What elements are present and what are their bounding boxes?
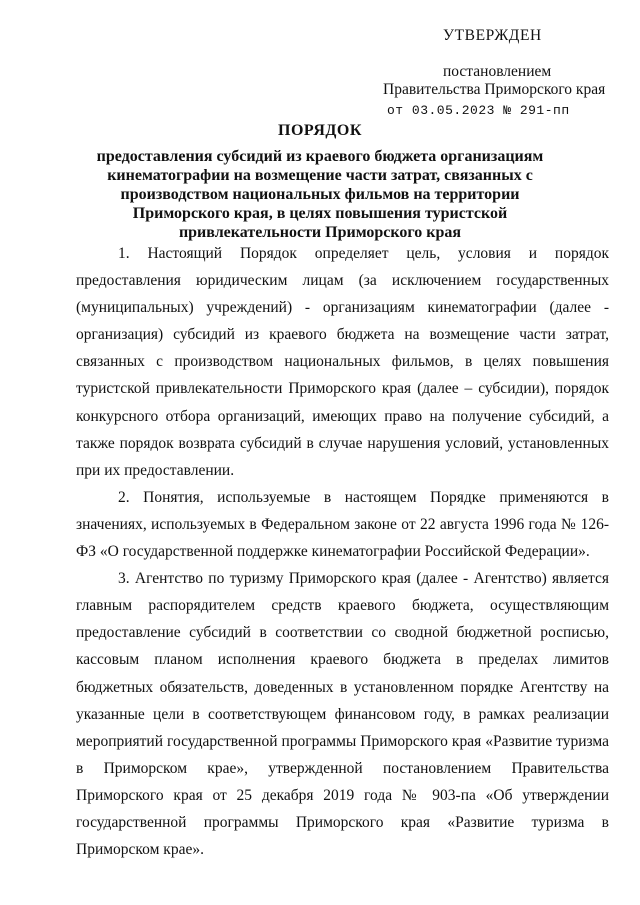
government-label: Правительства Приморского края: [383, 81, 606, 98]
document-title: [90, 121, 550, 242]
paragraph-3: 3. Агентство по туризму Приморского края (далее - Агентство) является главным распорядителем средств краевого бюджета, осуществляющим предоставление субсидий в соответствии со сводной бюджетной росписью, кассовым планом исполнения краевого бюджета в пределах лимитов бюджетных обязательств, доведенных в установленном порядке Агентству на указанные цели в соответствующем финансовом году, в рамках реализации мероприятий государственной программы Приморского края «Развитие туризма в Приморском крае», утвержденной постановлением Правительства Приморского края от 25 декабря 2019 года № 903-па «Об утверждении государственной программы Приморского края «Развитие туризма в Приморском крае».: [76, 570, 609, 859]
document-body: [76, 240, 609, 863]
approved-by-label: постановлением: [443, 63, 552, 80]
title-subtitle: предоставления субсидий из краевого бюджета организациям кинематографии на возмещение части затрат, связанных с производством национальных фильмов на территории Приморского края, в целях повышения туристской привлекательности Приморского края: [96, 148, 544, 241]
title-main: ПОРЯДОК: [278, 122, 362, 139]
approved-label: УТВЕРЖДЕН: [443, 27, 542, 44]
paragraph-2: 2. Понятия, используемые в настоящем Порядке применяются в значениях, используемых в Федеральном законе от 22 августа 1996 года № 126-ФЗ «О государственной поддержке кинематографии Российской Федерации».: [76, 488, 609, 561]
resolution-date-number: от 03.05.2023 № 291-пп: [387, 103, 570, 118]
paragraph-1: 1. Настоящий Порядок определяет цель, условия и порядок предоставления юридическим лицам (за исключением государственных (муниципальных) учреждений) - организациям кинематографии (далее - организация) субсидий из краевого бюджета на возмещение части затрат, связанных с производством национальных фильмов, в целях повышения туристской привлекательности Приморского края (далее – субсидии), порядок конкурсного отбора организаций, имеющих право на получение субсидий, а также порядок возврата субсидий в случае нарушения условий, установленных при их предоставлении.: [76, 245, 609, 479]
